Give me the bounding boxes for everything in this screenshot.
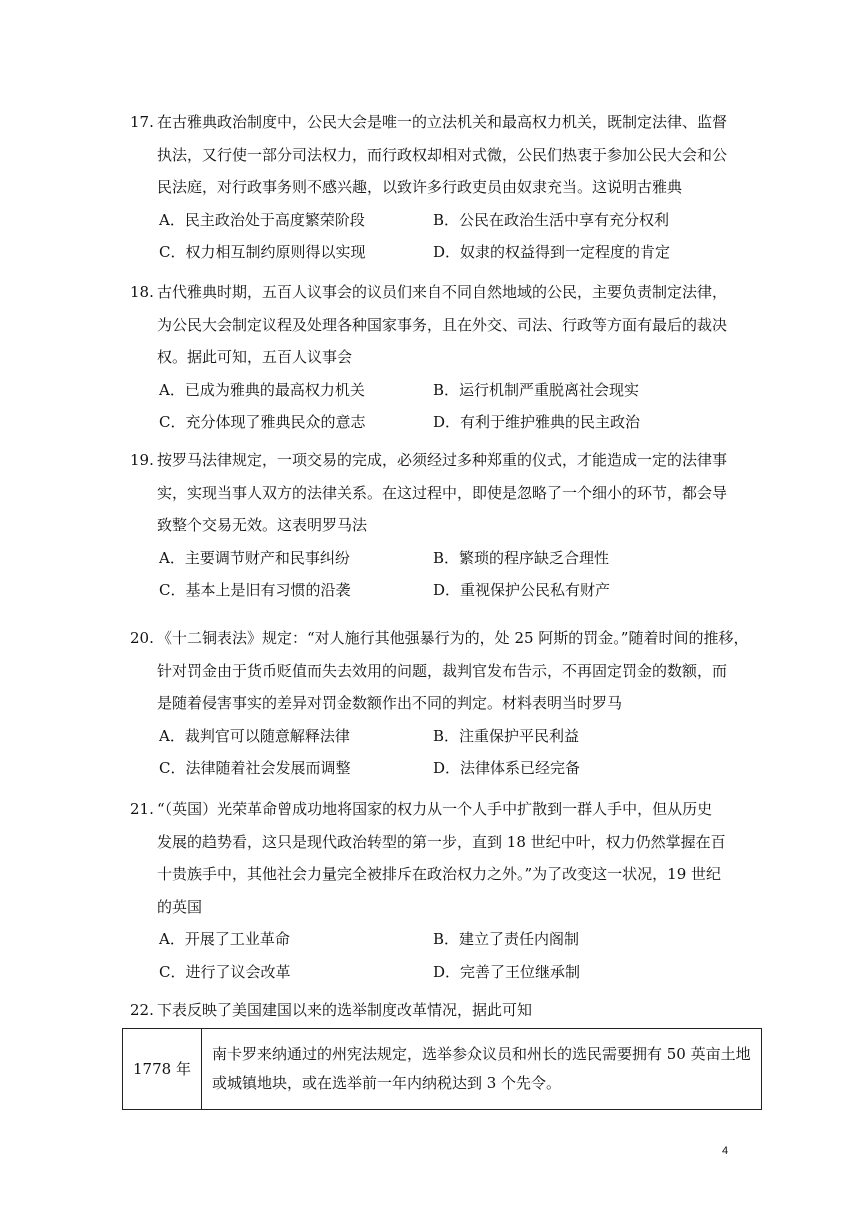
- question-number: 18.: [130, 283, 154, 301]
- question-21: [130, 793, 730, 988]
- options-row: [130, 374, 730, 407]
- question-stem-line: 20. 《十二铜表法》规定：“对人施行其他强暴行为的，处 25 阿斯的罚金。”随着时间的推移，: [130, 622, 730, 655]
- question-19: [130, 444, 730, 618]
- question-stem-line: 发展的趋势看，这只是现代政治转型的第一步，直到 18 世纪中叶，权力仍然掌握在百: [157, 832, 726, 851]
- options-row: [130, 574, 730, 618]
- options-row: [130, 542, 730, 575]
- option-b: B．繁琐的程序缺乏合理性: [433, 548, 610, 567]
- option-d: D．重视保护公民私有财产: [433, 581, 611, 599]
- question-stem-line: 民法庭，对行政事务则不感兴趣，以致许多行政吏员由奴隶充当。这说明古雅典: [157, 178, 683, 196]
- question-18: [130, 276, 730, 439]
- question-stem-line: 是随着侵害事实的差异对罚金数额作出不同的判定。材料表明当时罗马: [157, 694, 623, 712]
- table-cell-line: 或城镇地块，或在选举前一年内纳税达到 3 个先令。: [211, 1074, 562, 1092]
- option-d: D．法律体系已经完备: [433, 759, 581, 777]
- option-d: D．完善了王位继承制: [433, 962, 581, 981]
- option-c: C．法律随着社会发展而调整: [159, 759, 351, 777]
- question-stem-line: 实，实现当事人双方的法律关系。在这过程中，即使是忽略了一个细小的环节，都会导: [157, 483, 728, 502]
- table-cell-line: 南卡罗来纳通过的州宪法规定，选举参众议员和州长的选民需要拥有 50 英亩土地: [211, 1045, 751, 1063]
- option-b: B．运行机制严重脱离社会现实: [433, 380, 640, 399]
- question-number: 17.: [130, 113, 154, 131]
- options-row: [130, 923, 730, 956]
- page-number: 4: [722, 1145, 729, 1157]
- table-cell-year: 1778 年: [123, 1029, 202, 1110]
- option-b: B．建立了责任内阁制: [433, 930, 580, 948]
- question-number: 21.: [130, 800, 154, 818]
- option-a: A．裁判官可以随意解释法律: [159, 726, 350, 745]
- table-row: [123, 1029, 762, 1110]
- question-stem-line: 十贵族手中，其他社会力量完全被排斥在政治权力之外。”为了改变这一状况，19 世纪: [157, 865, 722, 883]
- option-c: C．进行了议会改革: [159, 962, 291, 981]
- options-row: [130, 956, 730, 989]
- question-stem-line: 19. 按罗马法律规定，一项交易的完成，必须经过多种郑重的仪式，才能造成一定的法律事: [130, 444, 730, 477]
- option-a: A．已成为雅典的最高权力机关: [159, 380, 365, 399]
- question-stem-line: 21. “（英国）光荣革命曾成功地将国家的权力从一个人手中扩散到一群人手中，但从历史: [130, 793, 730, 826]
- option-a: A．开展了工业革命: [159, 930, 290, 948]
- option-b: B．注重保护平民利益: [433, 726, 580, 745]
- option-a: A．主要调节财产和民事纠纷: [159, 548, 350, 567]
- table-cell-description: [201, 1029, 761, 1110]
- options-row: [130, 406, 730, 439]
- question-stem-line: 致整个交易无效。这表明罗马法: [157, 516, 368, 534]
- question-stem-line: 权。据此可知，五百人议事会: [157, 348, 353, 366]
- question-20: [130, 622, 749, 785]
- option-d: D．奴隶的权益得到一定程度的肯定: [433, 243, 671, 261]
- options-row: [130, 236, 730, 269]
- options-row: [130, 720, 730, 753]
- question-22: [130, 994, 730, 1027]
- question-17: [130, 106, 730, 269]
- question-stem-line: 的英国: [157, 897, 203, 916]
- option-a: A．民主政治处于高度繁荣阶段: [159, 210, 365, 229]
- question-stem-line: 18. 古代雅典时期，五百人议事会的议员们来自不同自然地域的公民，主要负责制定法律，: [130, 276, 730, 309]
- options-row: [130, 204, 730, 237]
- options-row: [130, 752, 730, 785]
- option-c: C．基本上是旧有习惯的沿袭: [159, 581, 351, 599]
- question-stem-line: 针对罚金由于货币贬值而失去效用的问题，裁判官发布告示，不再固定罚金的数额，而: [157, 661, 728, 680]
- question-number: 22.: [130, 1001, 154, 1019]
- question-number: 19.: [130, 451, 154, 469]
- question-stem-line: 22. 下表反映了美国建国以来的选举制度改革情况，据此可知: [130, 994, 730, 1027]
- option-c: C．充分体现了雅典民众的意志: [159, 413, 366, 431]
- option-c: C．权力相互制约原则得以实现: [159, 243, 366, 261]
- option-d: D．有利于维护雅典的民主政治: [433, 413, 641, 431]
- election-reform-table: [122, 1028, 762, 1110]
- question-stem-line: 执法，又行使一部分司法权力，而行政权却相对式微，公民们热衷于参加公民大会和公: [157, 145, 728, 164]
- question-stem-line: 为公民大会制定议程及处理各种国家事务，且在外交、司法、行政等方面有最后的裁决: [157, 315, 728, 334]
- question-number: 20.: [130, 629, 154, 647]
- option-b: B．公民在政治生活中享有充分权利: [433, 210, 670, 229]
- question-stem-line: 17. 在古雅典政治制度中，公民大会是唯一的立法机关和最高权力机关，既制定法律、监督: [130, 106, 730, 139]
